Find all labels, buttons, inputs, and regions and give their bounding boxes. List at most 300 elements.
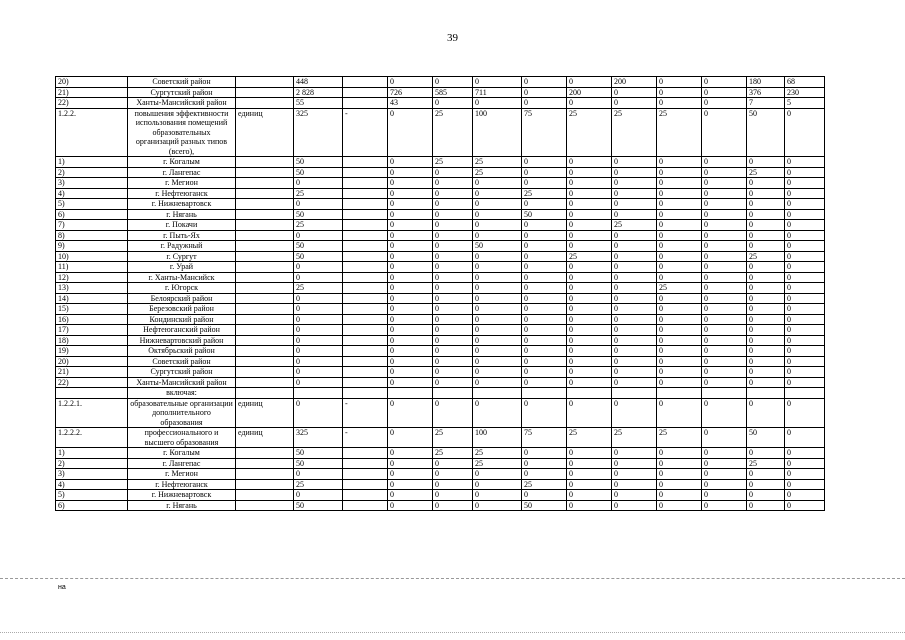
value-cell: 0 — [785, 293, 825, 304]
value-cell: 0 — [657, 272, 702, 283]
value-cell: 0 — [747, 448, 785, 459]
value-cell: 25 — [747, 251, 785, 262]
row-name-cell: г. Мегион — [128, 469, 236, 480]
value-cell: 0 — [522, 241, 567, 252]
row-name-cell: г. Сургут — [128, 251, 236, 262]
value-cell: 0 — [657, 209, 702, 220]
value-cell: 0 — [473, 479, 522, 490]
value-cell: 0 — [567, 479, 612, 490]
row-number-cell: 7) — [56, 220, 128, 231]
unit-cell — [236, 458, 294, 469]
value-cell: 25 — [294, 479, 343, 490]
value-cell: - — [343, 108, 388, 157]
value-cell: 230 — [785, 87, 825, 98]
row-number-cell: 2) — [56, 167, 128, 178]
value-cell: 0 — [657, 251, 702, 262]
value-cell: 0 — [657, 398, 702, 428]
value-cell: 0 — [657, 98, 702, 109]
table-row — [56, 367, 825, 378]
value-cell: 0 — [433, 167, 473, 178]
value-cell: 0 — [473, 77, 522, 88]
value-cell: 0 — [785, 314, 825, 325]
value-cell: 0 — [473, 262, 522, 273]
unit-cell — [236, 356, 294, 367]
value-cell: 0 — [473, 346, 522, 357]
value-cell: 376 — [747, 87, 785, 98]
value-cell: 0 — [657, 167, 702, 178]
value-cell: 0 — [702, 469, 747, 480]
unit-cell — [236, 178, 294, 189]
value-cell: 0 — [388, 500, 433, 511]
row-name-cell: Октябрьский район — [128, 346, 236, 357]
table-row — [56, 157, 825, 168]
value-cell: 50 — [522, 500, 567, 511]
row-name-cell: г. Мегион — [128, 178, 236, 189]
value-cell: 0 — [388, 325, 433, 336]
value-cell: 0 — [473, 283, 522, 294]
value-cell: 0 — [522, 98, 567, 109]
row-name-cell: Березовский район — [128, 304, 236, 315]
value-cell: 50 — [294, 157, 343, 168]
value-cell: 0 — [612, 377, 657, 388]
row-name-cell: г. Нефтеюганск — [128, 188, 236, 199]
value-cell: 0 — [433, 230, 473, 241]
value-cell: 0 — [388, 230, 433, 241]
value-cell: 0 — [747, 220, 785, 231]
value-cell: 50 — [294, 251, 343, 262]
unit-cell — [236, 388, 294, 399]
value-cell: 5 — [785, 98, 825, 109]
value-cell: 25 — [567, 108, 612, 157]
value-cell: 0 — [433, 77, 473, 88]
row-name-cell: Советский район — [128, 356, 236, 367]
value-cell — [343, 346, 388, 357]
value-cell — [343, 178, 388, 189]
value-cell: 0 — [522, 325, 567, 336]
value-cell: 0 — [388, 304, 433, 315]
table-row — [56, 398, 825, 428]
row-name-cell: г. Нижневартовск — [128, 490, 236, 501]
value-cell: 25 — [657, 283, 702, 294]
value-cell: 0 — [612, 272, 657, 283]
row-number-cell: 6) — [56, 209, 128, 220]
row-number-cell: 20) — [56, 77, 128, 88]
value-cell: 0 — [747, 490, 785, 501]
value-cell: 0 — [433, 479, 473, 490]
unit-cell — [236, 220, 294, 231]
row-name-cell: Белоярский район — [128, 293, 236, 304]
value-cell: 0 — [473, 178, 522, 189]
value-cell — [294, 388, 343, 399]
value-cell: 0 — [785, 272, 825, 283]
value-cell: 0 — [785, 230, 825, 241]
value-cell: 0 — [747, 346, 785, 357]
value-cell: 25 — [657, 428, 702, 448]
value-cell: 200 — [612, 77, 657, 88]
value-cell: 0 — [567, 448, 612, 459]
value-cell: 0 — [522, 251, 567, 262]
value-cell: 0 — [567, 293, 612, 304]
value-cell: 0 — [747, 469, 785, 480]
row-number-cell: 6) — [56, 500, 128, 511]
value-cell: 0 — [657, 230, 702, 241]
value-cell: 325 — [294, 428, 343, 448]
unit-cell — [236, 346, 294, 357]
unit-cell — [236, 251, 294, 262]
table-row — [56, 428, 825, 448]
value-cell: 0 — [567, 178, 612, 189]
value-cell: 0 — [294, 293, 343, 304]
row-name-cell: Нефтеюганский район — [128, 325, 236, 336]
value-cell: 0 — [702, 367, 747, 378]
value-cell: 0 — [702, 356, 747, 367]
row-number-cell: 20) — [56, 356, 128, 367]
unit-cell — [236, 325, 294, 336]
value-cell: 25 — [294, 188, 343, 199]
value-cell: 0 — [433, 293, 473, 304]
value-cell — [612, 388, 657, 399]
value-cell: 0 — [567, 230, 612, 241]
value-cell: 0 — [747, 188, 785, 199]
row-number-cell: 4) — [56, 188, 128, 199]
table-row — [56, 458, 825, 469]
value-cell: 0 — [473, 98, 522, 109]
value-cell: 50 — [747, 428, 785, 448]
value-cell: 0 — [702, 209, 747, 220]
value-cell: 0 — [702, 325, 747, 336]
value-cell: 0 — [294, 199, 343, 210]
row-name-cell: г. Ханты-Мансийск — [128, 272, 236, 283]
value-cell: 0 — [612, 304, 657, 315]
unit-cell — [236, 77, 294, 88]
row-name-cell: повышения эффективности использования помещений образовательных организаций разных типов (всего), — [128, 108, 236, 157]
value-cell: 0 — [294, 490, 343, 501]
value-cell: 0 — [702, 398, 747, 428]
value-cell — [343, 293, 388, 304]
value-cell: 0 — [747, 199, 785, 210]
value-cell — [343, 77, 388, 88]
value-cell: 325 — [294, 108, 343, 157]
value-cell: 0 — [388, 469, 433, 480]
row-number-cell: 16) — [56, 314, 128, 325]
value-cell: 0 — [522, 304, 567, 315]
value-cell — [343, 490, 388, 501]
value-cell: 0 — [388, 220, 433, 231]
value-cell: 0 — [702, 262, 747, 273]
value-cell: 0 — [702, 293, 747, 304]
value-cell: 0 — [473, 367, 522, 378]
value-cell — [785, 388, 825, 399]
table-row — [56, 251, 825, 262]
value-cell: 0 — [522, 157, 567, 168]
value-cell: 0 — [388, 335, 433, 346]
value-cell: 0 — [702, 199, 747, 210]
value-cell: 0 — [522, 199, 567, 210]
unit-cell — [236, 98, 294, 109]
row-number-cell: 9) — [56, 241, 128, 252]
value-cell: 50 — [294, 241, 343, 252]
value-cell: 0 — [567, 304, 612, 315]
value-cell: 0 — [522, 230, 567, 241]
row-number-cell: 1.2.2.1. — [56, 398, 128, 428]
value-cell: 0 — [473, 314, 522, 325]
value-cell: 50 — [747, 108, 785, 157]
value-cell: 0 — [388, 167, 433, 178]
value-cell: 0 — [702, 490, 747, 501]
row-name-cell: Ханты-Мансийский район — [128, 377, 236, 388]
row-number-cell: 22) — [56, 98, 128, 109]
value-cell: 0 — [612, 230, 657, 241]
value-cell: 0 — [522, 272, 567, 283]
value-cell: 0 — [612, 458, 657, 469]
value-cell — [343, 157, 388, 168]
value-cell: 0 — [702, 251, 747, 262]
value-cell: 0 — [657, 500, 702, 511]
value-cell: 25 — [473, 458, 522, 469]
value-cell: 0 — [612, 325, 657, 336]
value-cell: 0 — [785, 304, 825, 315]
value-cell: 0 — [657, 469, 702, 480]
value-cell: 0 — [433, 458, 473, 469]
value-cell: 0 — [702, 448, 747, 459]
value-cell: 0 — [294, 314, 343, 325]
row-number-cell: 22) — [56, 377, 128, 388]
table-row — [56, 283, 825, 294]
table-row — [56, 108, 825, 157]
table-row — [56, 500, 825, 511]
value-cell: 0 — [747, 209, 785, 220]
value-cell: 0 — [294, 272, 343, 283]
value-cell: 0 — [702, 157, 747, 168]
value-cell: 0 — [702, 108, 747, 157]
value-cell: 0 — [433, 367, 473, 378]
value-cell: 0 — [785, 500, 825, 511]
value-cell: 0 — [612, 469, 657, 480]
value-cell: 0 — [294, 367, 343, 378]
value-cell: 0 — [702, 283, 747, 294]
value-cell: 0 — [388, 398, 433, 428]
value-cell: 0 — [522, 220, 567, 231]
unit-cell — [236, 490, 294, 501]
table-row — [56, 199, 825, 210]
table-row — [56, 293, 825, 304]
value-cell — [343, 479, 388, 490]
unit-cell — [236, 283, 294, 294]
value-cell: 50 — [522, 209, 567, 220]
value-cell — [343, 98, 388, 109]
row-name-cell: г. Югорск — [128, 283, 236, 294]
value-cell: 0 — [388, 367, 433, 378]
value-cell: 0 — [473, 251, 522, 262]
value-cell: 0 — [612, 241, 657, 252]
value-cell: 0 — [433, 314, 473, 325]
value-cell: 0 — [657, 346, 702, 357]
value-cell: 0 — [785, 199, 825, 210]
value-cell — [522, 388, 567, 399]
value-cell: 0 — [388, 77, 433, 88]
value-cell: 0 — [522, 346, 567, 357]
value-cell: 0 — [747, 325, 785, 336]
unit-cell — [236, 469, 294, 480]
value-cell: 0 — [747, 335, 785, 346]
unit-cell — [236, 304, 294, 315]
value-cell: 0 — [522, 490, 567, 501]
value-cell: 0 — [388, 314, 433, 325]
value-cell: 0 — [388, 108, 433, 157]
value-cell — [343, 251, 388, 262]
value-cell: 0 — [567, 325, 612, 336]
value-cell: 0 — [612, 209, 657, 220]
value-cell: 50 — [294, 209, 343, 220]
value-cell: 180 — [747, 77, 785, 88]
value-cell: 0 — [612, 251, 657, 262]
value-cell: 0 — [702, 230, 747, 241]
table-row — [56, 304, 825, 315]
value-cell: 0 — [702, 87, 747, 98]
table-row — [56, 98, 825, 109]
unit-cell — [236, 262, 294, 273]
unit-cell — [236, 167, 294, 178]
value-cell: 0 — [433, 199, 473, 210]
value-cell: 0 — [747, 283, 785, 294]
row-number-cell: 8) — [56, 230, 128, 241]
unit-cell — [236, 479, 294, 490]
value-cell: 0 — [612, 356, 657, 367]
value-cell: 0 — [612, 490, 657, 501]
value-cell: 0 — [388, 428, 433, 448]
value-cell: 0 — [702, 272, 747, 283]
value-cell — [343, 262, 388, 273]
value-cell: 0 — [473, 469, 522, 480]
row-name-cell: Сургутский район — [128, 87, 236, 98]
value-cell: 0 — [612, 178, 657, 189]
value-cell — [343, 283, 388, 294]
value-cell — [343, 87, 388, 98]
value-cell: 0 — [567, 188, 612, 199]
unit-cell — [236, 314, 294, 325]
value-cell: 0 — [657, 458, 702, 469]
value-cell: 0 — [473, 272, 522, 283]
value-cell: 0 — [294, 377, 343, 388]
value-cell: 0 — [785, 325, 825, 336]
value-cell: 0 — [388, 209, 433, 220]
row-name-cell: профессионального и высшего образования — [128, 428, 236, 448]
table-row — [56, 346, 825, 357]
value-cell: 0 — [747, 272, 785, 283]
table-row — [56, 325, 825, 336]
row-number-cell: 21) — [56, 87, 128, 98]
value-cell: 0 — [785, 108, 825, 157]
value-cell: 0 — [612, 87, 657, 98]
value-cell: 25 — [433, 448, 473, 459]
table-row — [56, 272, 825, 283]
value-cell: 0 — [294, 262, 343, 273]
value-cell: 0 — [433, 251, 473, 262]
value-cell: 0 — [388, 377, 433, 388]
value-cell: 0 — [702, 241, 747, 252]
row-name-cell: включая: — [128, 388, 236, 399]
value-cell: 0 — [785, 479, 825, 490]
value-cell: 0 — [612, 314, 657, 325]
value-cell: 0 — [612, 98, 657, 109]
value-cell: 0 — [388, 199, 433, 210]
row-name-cell: г. Лангепас — [128, 167, 236, 178]
value-cell: 0 — [702, 479, 747, 490]
value-cell: 0 — [522, 458, 567, 469]
value-cell: 0 — [612, 367, 657, 378]
value-cell: 0 — [388, 293, 433, 304]
value-cell: 0 — [702, 428, 747, 448]
value-cell: 0 — [433, 220, 473, 231]
value-cell: 0 — [657, 377, 702, 388]
footer-divider — [0, 578, 905, 579]
value-cell: 0 — [473, 304, 522, 315]
row-name-cell: г. Нефтеюганск — [128, 479, 236, 490]
value-cell: 0 — [612, 398, 657, 428]
value-cell: 25 — [747, 458, 785, 469]
value-cell: 0 — [473, 230, 522, 241]
value-cell: 0 — [747, 241, 785, 252]
value-cell: 0 — [473, 398, 522, 428]
row-name-cell: г. Пыть-Ях — [128, 230, 236, 241]
value-cell: 25 — [567, 251, 612, 262]
value-cell: 0 — [473, 209, 522, 220]
value-cell — [343, 241, 388, 252]
value-cell: 0 — [433, 304, 473, 315]
value-cell: 0 — [388, 157, 433, 168]
value-cell: 0 — [294, 325, 343, 336]
table-row — [56, 209, 825, 220]
value-cell: 0 — [388, 356, 433, 367]
value-cell: 0 — [657, 314, 702, 325]
table-row — [56, 77, 825, 88]
value-cell: 0 — [473, 199, 522, 210]
table-row — [56, 230, 825, 241]
value-cell: 0 — [657, 479, 702, 490]
value-cell: 0 — [567, 314, 612, 325]
unit-cell — [236, 335, 294, 346]
value-cell: 0 — [567, 283, 612, 294]
value-cell: 726 — [388, 87, 433, 98]
row-number-cell: 18) — [56, 335, 128, 346]
value-cell: 0 — [785, 356, 825, 367]
value-cell: 0 — [433, 490, 473, 501]
value-cell: 0 — [388, 272, 433, 283]
value-cell: 0 — [433, 178, 473, 189]
value-cell: 25 — [747, 167, 785, 178]
row-name-cell: г. Нижневартовск — [128, 199, 236, 210]
value-cell: 0 — [747, 398, 785, 428]
value-cell: 0 — [702, 188, 747, 199]
value-cell: 0 — [657, 157, 702, 168]
row-name-cell: г. Когалым — [128, 157, 236, 168]
value-cell: 0 — [657, 262, 702, 273]
row-number-cell: 3) — [56, 469, 128, 480]
value-cell: 0 — [567, 167, 612, 178]
value-cell: 0 — [567, 490, 612, 501]
row-name-cell: г. Нягань — [128, 500, 236, 511]
value-cell: 0 — [612, 188, 657, 199]
value-cell: 0 — [567, 241, 612, 252]
value-cell: 0 — [522, 367, 567, 378]
bottom-edge-line — [0, 632, 905, 633]
value-cell: 0 — [657, 325, 702, 336]
value-cell — [343, 469, 388, 480]
value-cell: 0 — [702, 178, 747, 189]
unit-cell — [236, 157, 294, 168]
value-cell — [343, 388, 388, 399]
row-number-cell: 1) — [56, 157, 128, 168]
